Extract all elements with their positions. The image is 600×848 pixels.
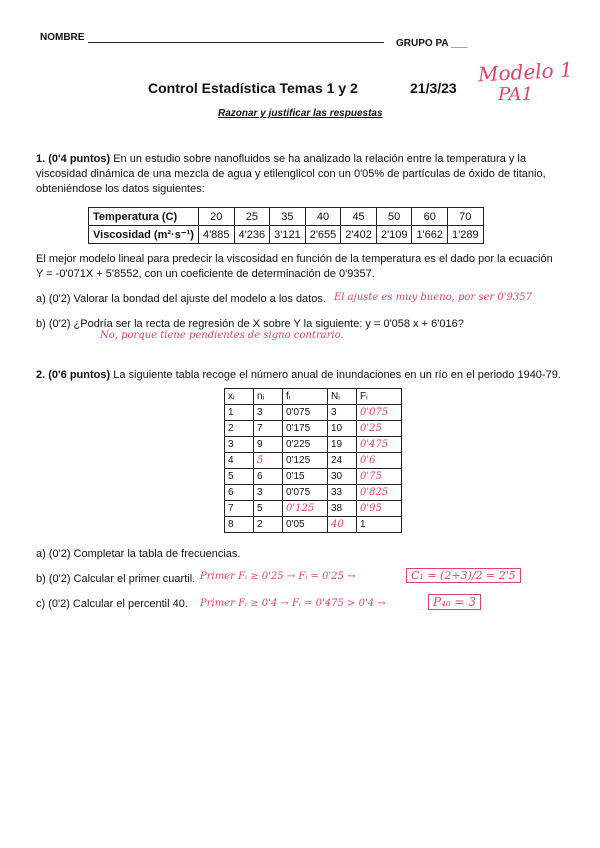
table-cell: 2'655 [305,226,341,244]
table-cell: 3'121 [270,226,306,244]
table-header-row [225,389,402,405]
table-cell: 5 [254,453,283,469]
table-cell: 25 [234,208,270,226]
table-cell: 60 [412,208,448,226]
q2-intro-text: La siguiente tabla recoge el número anual de inundaciones en un río en el periodo 1940-79. [113,369,561,381]
q1-model-text: El mejor modelo lineal para predecir la viscosidad en función de la temperatura es el dado por la ecuación Y = -0'071X + 5'8552, con un coeficiente de determinación de 0'9357. [36,253,553,280]
table-cell: 2 [225,421,254,437]
q1-points: (0'4 puntos) [48,153,111,165]
table-cell: 5 [254,501,283,517]
table-row [225,453,402,469]
q1-intro [36,152,561,197]
table-cell: 7 [225,501,254,517]
table-cell: 0'075 [283,485,328,501]
name-line[interactable] [88,42,384,43]
q2c-answer: Primer Fᵢ ≥ 0'4 → Fᵢ = 0'475 > 0'4 → [200,598,386,609]
exam-date: 21/3/23 [410,80,457,96]
q1b-answer: No, porque tiene pendientes de signo contrario. [100,330,344,341]
q2-number: 2. [36,369,46,381]
group-label: GRUPO PA ___ [396,38,468,49]
table-cell: 19 [328,437,357,453]
header-cell: Nᵢ [328,389,357,405]
table-cell: 30 [328,469,357,485]
q2c-result: P₄₀ = 3 [428,594,481,610]
table-cell: 0'825 [357,485,402,501]
table-cell: 5 [225,469,254,485]
q1-data-table [88,207,484,244]
table-cell: 35 [270,208,306,226]
table-cell: 4'885 [198,226,234,244]
table-row [225,469,402,485]
table-cell: 20 [198,208,234,226]
table-row [225,517,402,533]
table-cell: 0'25 [357,421,402,437]
table-cell: 1 [225,405,254,421]
table-cell: 45 [341,208,377,226]
table-cell: 40 [328,517,357,533]
table-cell: 0'475 [357,437,402,453]
table-cell: 1 [357,517,402,533]
table-cell: 50 [376,208,412,226]
table-cell: 3 [254,405,283,421]
q2c-label: c) (0'2) Calcular el percentil 40. [36,598,188,610]
table-cell: 3 [254,485,283,501]
table-cell: 8 [225,517,254,533]
table-row [225,501,402,517]
table-cell: 0'95 [357,501,402,517]
table-row [89,226,484,244]
table-row [225,437,402,453]
page-title: Control Estadística Temas 1 y 2 [148,80,358,96]
table-cell: 40 [305,208,341,226]
header-cell: xᵢ [225,389,254,405]
table-cell: 24 [328,453,357,469]
table-cell: 9 [254,437,283,453]
table-cell: 2'402 [341,226,377,244]
header-cell: Fᵢ [357,389,402,405]
table-cell: 33 [328,485,357,501]
q2-points: (0'6 puntos) [48,369,111,381]
table-cell: 38 [328,501,357,517]
table-cell: 0'125 [283,501,328,517]
table-row [89,208,484,226]
table-cell: 3 [328,405,357,421]
visc-label: Viscosidad (m²·s⁻¹) [89,226,199,244]
q2b-answer: Primer Fᵢ ≥ 0'25 → Fᵢ = 0'25 → [200,571,356,582]
table-cell: 1'662 [412,226,448,244]
q1b-label: b) (0'2) ¿Podría ser la recta de regresión de X sobre Y la siguiente: y = 0'058 x + 6'016? [36,318,464,330]
table-cell: 1'289 [448,226,484,244]
table-cell: 10 [328,421,357,437]
q2-frequency-table [224,388,402,533]
table-cell: 4 [225,453,254,469]
table-cell: 2'109 [376,226,412,244]
q1a-label: a) (0'2) Valorar la bondad del ajuste del modelo a los datos. [36,293,326,305]
table-cell: 0'125 [283,453,328,469]
q1-number: 1. [36,153,46,165]
q1a-answer: El ajuste es muy bueno, por ser 0'9357 [334,292,532,303]
name-label: NOMBRE [40,32,85,43]
table-cell: 0'75 [357,469,402,485]
model-note: Modelo 1 [477,57,574,87]
table-row [225,405,402,421]
q1-intro-text: En un estudio sobre nanofluidos se ha analizado la relación entre la temperatura y la viscosidad dinámica de una mezcla de agua y etilenglicol con un 0'05% de partículas de óxido de titanio, obteniéndose los datos siguientes: [36,153,546,195]
table-cell: 0'05 [283,517,328,533]
q2b-label: b) (0'2) Calcular el primer cuartil. [36,573,196,585]
table-cell: 0'175 [283,421,328,437]
table-cell: 0'15 [283,469,328,485]
q2-intro [36,368,566,383]
table-cell: 70 [448,208,484,226]
table-cell: 0'6 [357,453,402,469]
header-cell: nᵢ [254,389,283,405]
table-cell: 7 [254,421,283,437]
table-cell: 0'225 [283,437,328,453]
header-cell: fᵢ [283,389,328,405]
table-cell: 4'236 [234,226,270,244]
table-cell: 0'075 [357,405,402,421]
table-row [225,485,402,501]
table-cell: 6 [225,485,254,501]
group-note: PA1 [498,84,533,105]
table-row [225,421,402,437]
table-cell: 3 [225,437,254,453]
q2a-label: a) (0'2) Completar la tabla de frecuencias. [36,548,241,560]
table-cell: 2 [254,517,283,533]
subtitle: Razonar y justificar las respuestas [218,108,383,119]
temp-label: Temperatura (C) [89,208,199,226]
table-cell: 6 [254,469,283,485]
table-cell: 0'075 [283,405,328,421]
q2b-result: C₁ = (2+3)/2 = 2'5 [406,568,521,583]
